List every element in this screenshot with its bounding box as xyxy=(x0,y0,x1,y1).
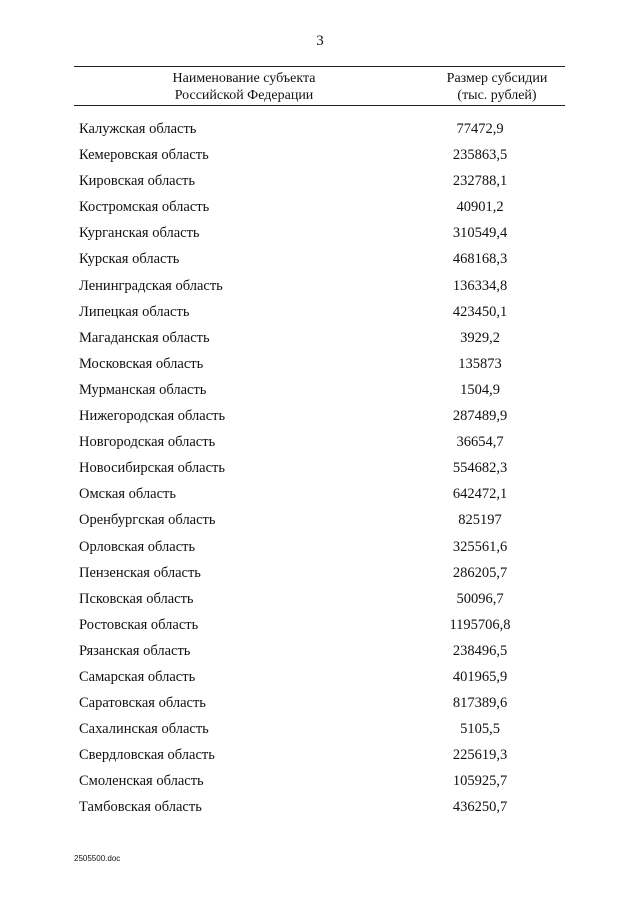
table-row xyxy=(0,747,640,773)
region-name-cell: Ростовская область xyxy=(79,616,199,633)
table-row xyxy=(0,669,640,695)
table-row xyxy=(0,251,640,277)
subsidy-amount-cell: 5105,5 xyxy=(460,721,500,738)
column-header-amount-line2: (тыс. рублей) xyxy=(457,88,537,103)
subsidy-amount-cell: 105925,7 xyxy=(452,773,508,790)
subsidy-amount-cell: 1195706,8 xyxy=(449,616,511,633)
region-name-cell: Самарская область xyxy=(79,668,196,685)
region-name-cell: Саратовская область xyxy=(79,695,206,712)
table-row xyxy=(0,304,640,330)
region-name-cell: Костромская область xyxy=(79,199,210,216)
table-header xyxy=(74,66,565,106)
table-body xyxy=(0,121,640,826)
table-row xyxy=(0,121,640,147)
page-number: 3 xyxy=(316,33,324,49)
subsidy-amount-cell: 817389,6 xyxy=(452,695,508,712)
region-name-cell: Новгородская область xyxy=(79,434,216,451)
table-row xyxy=(0,512,640,538)
region-name-cell: Новосибирская область xyxy=(79,460,225,477)
table-row xyxy=(0,539,640,565)
subsidy-amount-cell: 136334,8 xyxy=(452,277,508,294)
subsidy-amount-cell: 77472,9 xyxy=(456,121,504,137)
column-header-subsidy-amount xyxy=(429,70,565,104)
table-row xyxy=(0,278,640,304)
table-row xyxy=(0,199,640,225)
subsidy-amount-cell: 1504,9 xyxy=(460,381,500,398)
subsidy-amount-cell: 225619,3 xyxy=(452,747,508,764)
document-filename: 2505500.doc xyxy=(74,854,121,863)
table-row xyxy=(0,460,640,486)
column-header-amount-line1: Размер субсидии xyxy=(446,71,548,86)
table-row xyxy=(0,773,640,799)
region-name-cell: Московская область xyxy=(79,355,204,372)
subsidy-amount-cell: 50096,7 xyxy=(456,590,504,607)
subsidy-amount-cell: 36654,7 xyxy=(456,434,504,451)
region-name-cell: Курганская область xyxy=(79,225,200,242)
subsidy-amount-cell: 401965,9 xyxy=(452,668,508,685)
subsidy-amount-cell: 287489,9 xyxy=(452,408,508,425)
region-name-cell: Калужская область xyxy=(79,121,197,137)
subsidy-amount-cell: 642472,1 xyxy=(452,486,508,503)
table-row xyxy=(0,799,640,825)
region-name-cell: Ленинградская область xyxy=(79,277,223,294)
region-name-cell: Омская область xyxy=(79,486,176,503)
subsidy-amount-cell: 238496,5 xyxy=(452,642,508,659)
region-name-cell: Смоленская область xyxy=(79,773,204,790)
table-row xyxy=(0,486,640,512)
region-name-cell: Пензенская область xyxy=(79,564,201,581)
subsidy-amount-cell: 135873 xyxy=(458,355,502,372)
subsidy-amount-cell: 232788,1 xyxy=(452,173,508,190)
region-name-cell: Псковская область xyxy=(79,590,194,607)
table-row xyxy=(0,173,640,199)
table-row xyxy=(0,147,640,173)
region-name-cell: Липецкая область xyxy=(79,303,190,320)
table-row xyxy=(0,565,640,591)
subsidy-amount-cell: 325561,6 xyxy=(452,538,508,555)
region-name-cell: Нижегородская область xyxy=(79,408,226,425)
table-row xyxy=(0,356,640,382)
subsidy-amount-cell: 40901,2 xyxy=(456,199,504,216)
table-row xyxy=(0,591,640,617)
subsidy-amount-cell: 3929,2 xyxy=(460,329,500,346)
table-row xyxy=(0,617,640,643)
subsidy-amount-cell: 235863,5 xyxy=(452,147,508,164)
region-name-cell: Свердловская область xyxy=(79,747,215,764)
subsidy-amount-cell: 286205,7 xyxy=(452,564,508,581)
region-name-cell: Курская область xyxy=(79,251,180,268)
table-row xyxy=(0,695,640,721)
column-header-region-line2: Российской Федерации xyxy=(174,88,314,103)
column-header-region-name xyxy=(134,70,354,104)
region-name-cell: Орловская область xyxy=(79,538,196,555)
table-row xyxy=(0,408,640,434)
subsidy-amount-cell: 423450,1 xyxy=(452,303,508,320)
table-row xyxy=(0,721,640,747)
column-header-region-line1: Наименование субъекта xyxy=(172,71,316,86)
table-row xyxy=(0,330,640,356)
subsidy-amount-cell: 554682,3 xyxy=(452,460,508,477)
region-name-cell: Рязанская область xyxy=(79,642,191,659)
region-name-cell: Оренбургская область xyxy=(79,512,216,529)
subsidy-amount-cell: 468168,3 xyxy=(452,251,508,268)
subsidy-amount-cell: 310549,4 xyxy=(452,225,508,242)
subsidy-amount-cell: 825197 xyxy=(458,512,502,529)
region-name-cell: Сахалинская область xyxy=(79,721,209,738)
subsidy-amount-cell: 436250,7 xyxy=(452,799,508,816)
region-name-cell: Кемеровская область xyxy=(79,147,209,164)
region-name-cell: Кировская область xyxy=(79,173,196,190)
table-row xyxy=(0,382,640,408)
region-name-cell: Тамбовская область xyxy=(79,799,202,816)
table-row xyxy=(0,225,640,251)
region-name-cell: Магаданская область xyxy=(79,329,210,346)
table-row xyxy=(0,434,640,460)
table-row xyxy=(0,643,640,669)
region-name-cell: Мурманская область xyxy=(79,381,207,398)
